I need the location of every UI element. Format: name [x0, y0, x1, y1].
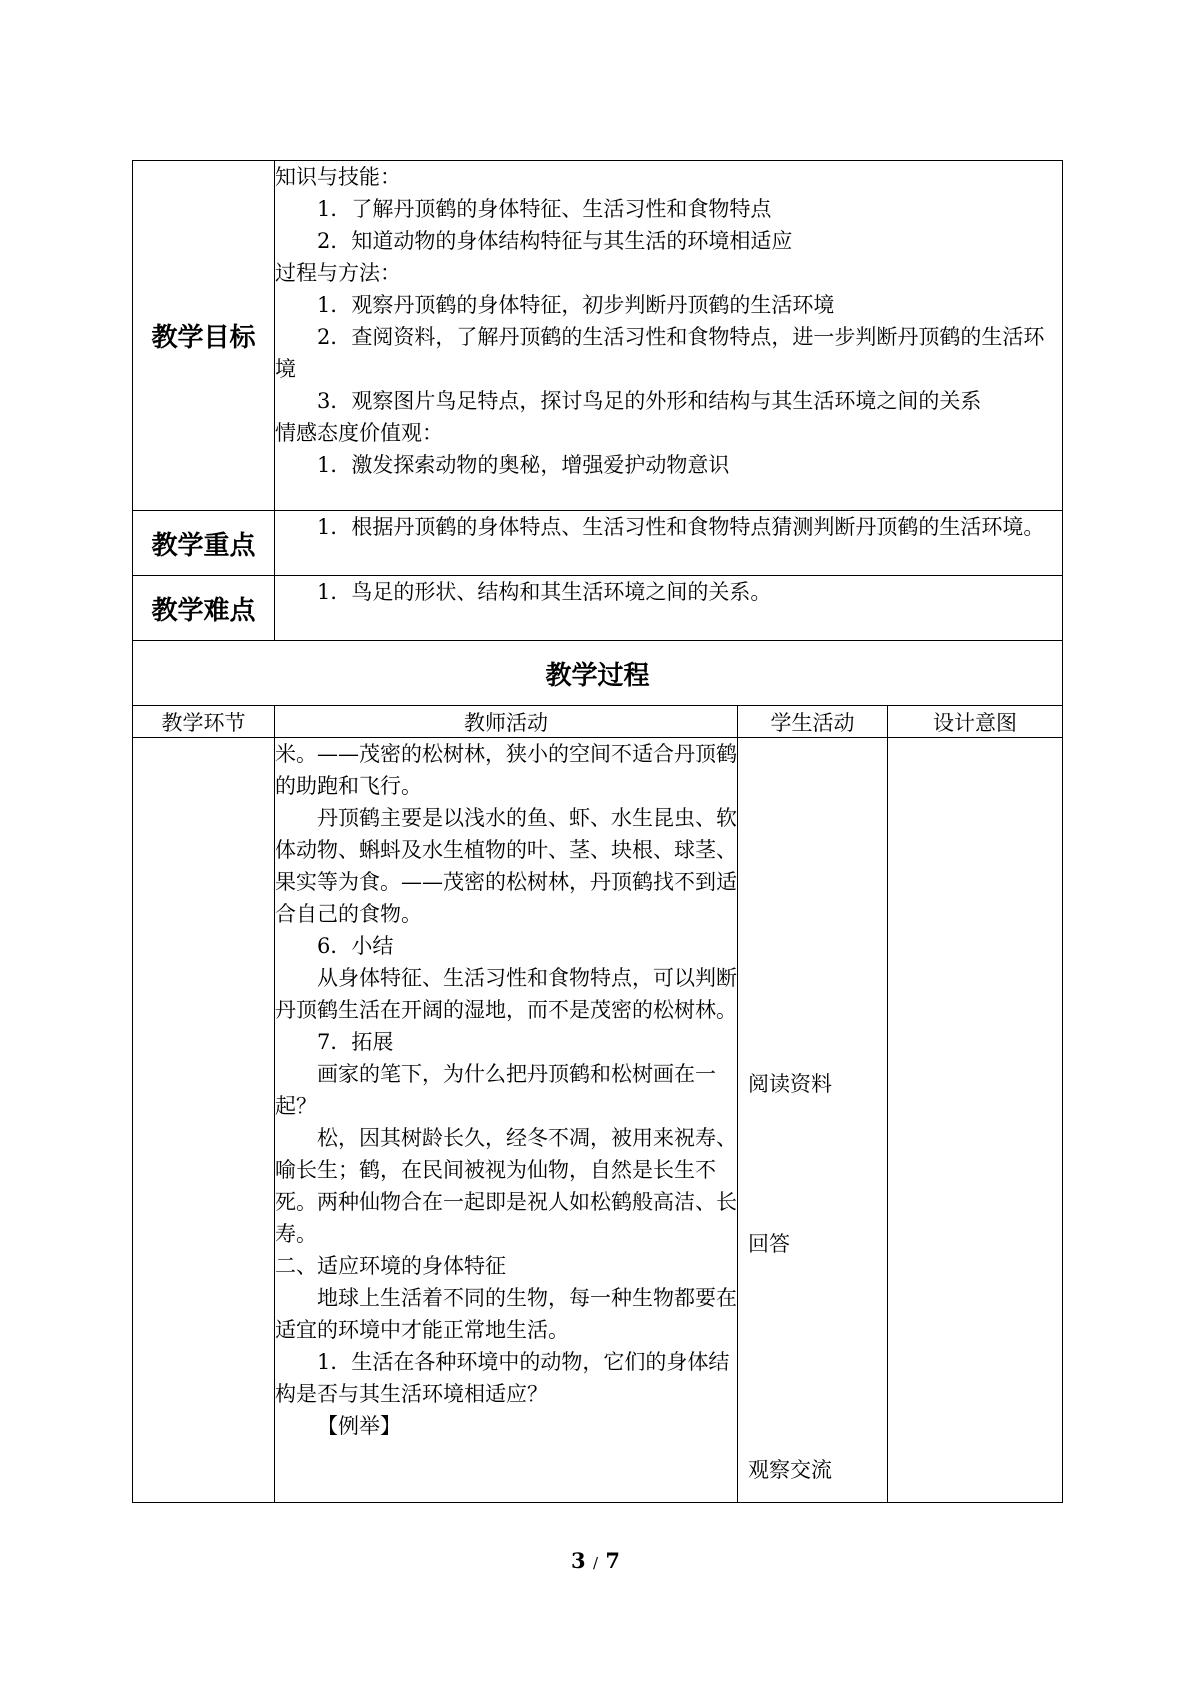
stage-cell	[133, 738, 275, 1503]
teacher-paragraph: 从身体特征、生活习性和食物特点，可以判断丹顶鹤生活在开阔的湿地，而不是茂密的松树林。	[275, 966, 737, 1022]
teacher-paragraph: 1．生活在各种环境中的动物，它们的身体结构是否与其生活环境相适应？	[275, 1350, 730, 1406]
page-total: 7	[605, 1548, 620, 1573]
objectives-line: 知识与技能：	[275, 165, 401, 189]
lesson-plan-table	[132, 160, 1063, 1503]
process-body-row	[133, 738, 1063, 1503]
page-current: 3	[571, 1548, 586, 1573]
student-activity: 阅读资料	[748, 1072, 832, 1096]
header-design-intent: 设计意图	[888, 706, 1063, 738]
student-activity: 回答	[748, 1232, 790, 1256]
teacher-paragraph: 7．拓展	[317, 1030, 394, 1054]
objectives-line: 1．激发探索动物的奥秘，增强爱护动物意识	[317, 453, 730, 477]
teacher-paragraph: 米。——茂密的松树林，狭小的空间不适合丹顶鹤的助跑和飞行。	[275, 742, 737, 798]
key-points-label: 教学重点	[133, 511, 275, 576]
key-points-text: 1．根据丹顶鹤的身体特点、生活习性和食物特点猜测判断丹顶鹤的生活环境。	[317, 515, 1045, 539]
header-teacher-activity: 教师活动	[275, 706, 738, 738]
difficulties-row	[133, 576, 1063, 641]
difficulties-label: 教学难点	[133, 576, 275, 641]
difficulties-text: 1．鸟足的形状、结构和其生活环境之间的关系。	[317, 580, 772, 604]
difficulties-content	[275, 576, 1063, 641]
objectives-label: 教学目标	[133, 161, 275, 511]
objectives-row	[133, 161, 1063, 511]
student-activity: 观察交流	[748, 1458, 832, 1482]
page-number	[0, 1548, 1191, 1573]
process-title: 教学过程	[133, 641, 1063, 706]
teacher-paragraph: 丹顶鹤主要是以浅水的鱼、虾、水生昆虫、软体动物、蝌蚪及水生植物的叶、茎、块根、球茎、果实等为食。——茂密的松树林，丹顶鹤找不到适合自己的食物。	[275, 806, 737, 926]
teacher-paragraph: 松，因其树龄长久，经冬不凋，被用来祝寿、喻长生；鹤，在民间被视为仙物，自然是长生不死。两种仙物合在一起即是祝人如松鹤般高洁、长寿。	[275, 1126, 737, 1246]
teacher-paragraph: 6．小结	[317, 934, 394, 958]
header-student-activity: 学生活动	[738, 706, 888, 738]
key-points-row	[133, 511, 1063, 576]
design-intent-cell	[888, 738, 1063, 1503]
objectives-line: 2．知道动物的身体结构特征与其生活的环境相适应	[317, 229, 793, 253]
objectives-content	[275, 161, 1063, 511]
page-separator: /	[592, 1554, 599, 1572]
student-activity-cell	[738, 738, 888, 1503]
teacher-paragraph: 二、适应环境的身体特征	[275, 1254, 506, 1278]
objectives-line: 2．查阅资料，了解丹顶鹤的生活习性和食物特点，进一步判断丹顶鹤的生活环境	[275, 325, 1045, 381]
teacher-paragraph: 【例举】	[317, 1414, 401, 1438]
objectives-line: 1．观察丹顶鹤的身体特征，初步判断丹顶鹤的生活环境	[317, 293, 835, 317]
teacher-activity-cell	[275, 738, 738, 1503]
objectives-line: 3．观察图片鸟足特点，探讨鸟足的外形和结构与其生活环境之间的关系	[317, 389, 982, 413]
teacher-paragraph: 地球上生活着不同的生物，每一种生物都要在适宜的环境中才能正常地生活。	[275, 1286, 737, 1342]
objectives-line: 情感态度价值观：	[275, 421, 443, 445]
process-header-row	[133, 706, 1063, 738]
key-points-content	[275, 511, 1063, 576]
objectives-line: 过程与方法：	[275, 261, 401, 285]
teacher-paragraph: 画家的笔下，为什么把丹顶鹤和松树画在一起？	[275, 1062, 716, 1118]
process-title-row	[133, 641, 1063, 706]
header-stage: 教学环节	[133, 706, 275, 738]
objectives-line: 1．了解丹顶鹤的身体特征、生活习性和食物特点	[317, 197, 772, 221]
